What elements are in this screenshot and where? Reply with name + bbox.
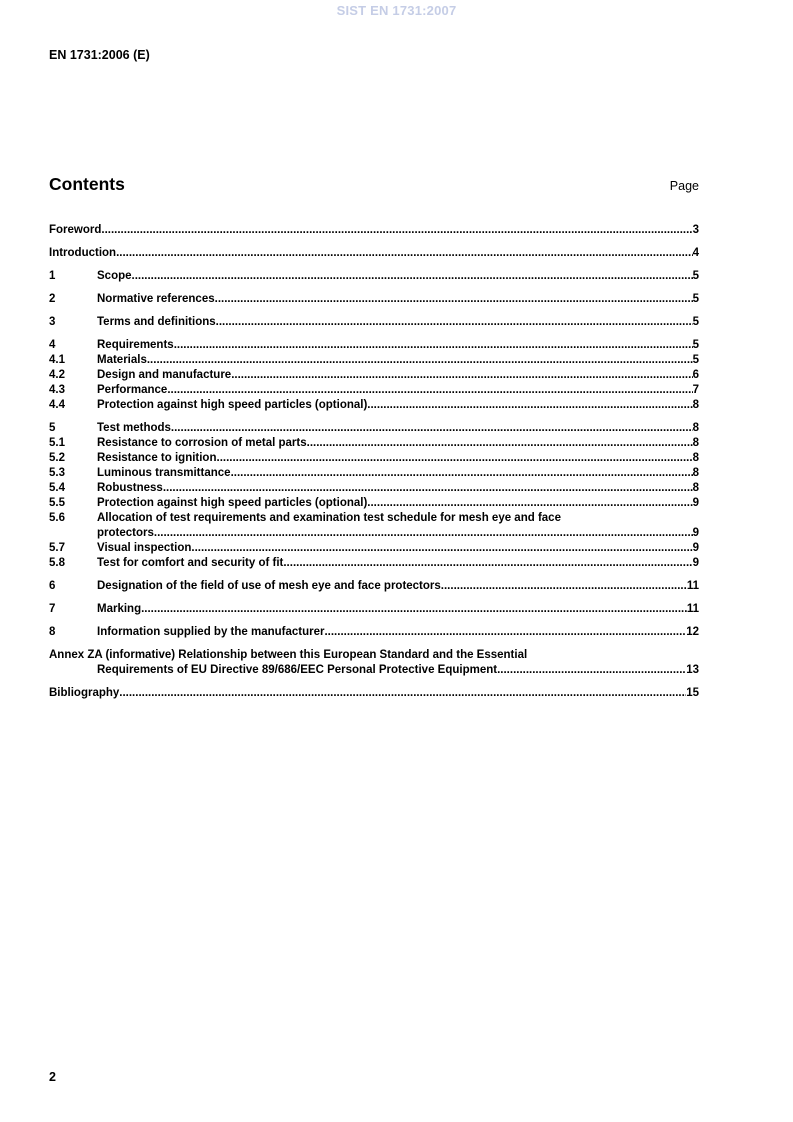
contents-title: Contents [49, 174, 125, 194]
toc-entry-5[interactable] [49, 421, 699, 436]
toc-page: 6 [692, 369, 699, 381]
toc-entry-5-6[interactable] [49, 511, 699, 526]
toc-page: 3 [692, 224, 699, 236]
toc-number: 7 [49, 603, 56, 615]
document-id: EN 1731:2006 (E) [49, 48, 150, 62]
leader-dots [174, 338, 693, 353]
toc-label: Annex ZA (informative) Relationship between this European Standard and the Essential [49, 649, 528, 661]
toc-number: 2 [49, 293, 56, 305]
toc-number: 8 [49, 626, 56, 638]
toc-number: 3 [49, 316, 56, 328]
leader-dots [231, 466, 693, 481]
toc-number: 5.4 [49, 482, 65, 494]
toc-entry-2[interactable] [49, 292, 699, 307]
toc-entry-foreword[interactable] [49, 223, 699, 238]
toc-page: 9 [692, 527, 699, 539]
toc-label: Scope [97, 270, 132, 282]
toc-entry-5-8[interactable] [49, 556, 699, 571]
toc-page: 5 [692, 270, 699, 282]
leader-dots [119, 686, 686, 701]
toc-label: Foreword [49, 224, 102, 236]
leader-dots [147, 353, 693, 368]
toc-page: 8 [692, 399, 699, 411]
toc-entry-8[interactable] [49, 625, 699, 640]
toc-page: 9 [692, 557, 699, 569]
toc-page: 8 [692, 452, 699, 464]
toc-number: 5.2 [49, 452, 65, 464]
toc-page: 8 [692, 482, 699, 494]
toc-label: Design and manufacture [97, 369, 232, 381]
toc-entry-7[interactable] [49, 602, 699, 617]
toc-number: 6 [49, 580, 56, 592]
toc-number: 5 [49, 422, 56, 434]
leader-dots [441, 579, 687, 594]
toc-page: 8 [692, 437, 699, 449]
toc-number: 5.7 [49, 542, 65, 554]
leader-dots [367, 496, 692, 511]
toc-number: 5.6 [49, 512, 65, 524]
toc-label: Materials [97, 354, 147, 366]
toc-page: 8 [692, 422, 699, 434]
toc-page: 8 [692, 467, 699, 479]
toc-entry-4-2[interactable] [49, 368, 699, 383]
toc-number: 4.1 [49, 354, 65, 366]
toc-label: Protection against high speed particles (optional) [97, 497, 368, 509]
page-number: 2 [49, 1070, 56, 1084]
leader-dots [497, 663, 686, 678]
leader-dots [154, 526, 693, 541]
toc-page: 5 [692, 293, 699, 305]
leader-dots [132, 269, 693, 284]
toc-entry-annex-za-continued[interactable] [49, 663, 699, 678]
toc-label: Bibliography [49, 687, 120, 699]
toc-entry-4-3[interactable] [49, 383, 699, 398]
toc-label: Robustness [97, 482, 163, 494]
leader-dots [163, 481, 693, 496]
toc-label: Requirements [97, 339, 174, 351]
toc-label: Allocation of test requirements and examination test schedule for mesh eye and face [97, 512, 561, 524]
toc-label: Information supplied by the manufacturer [97, 626, 325, 638]
toc-page: 11 [686, 603, 699, 615]
toc-number: 4.2 [49, 369, 65, 381]
leader-dots [216, 315, 693, 330]
leader-dots [231, 368, 692, 383]
page-column-label: Page [669, 179, 699, 193]
toc-number: 4.4 [49, 399, 65, 411]
toc-label: Luminous transmittance [97, 467, 231, 479]
toc-entry-5-6-continued[interactable] [49, 526, 699, 541]
toc-page: 4 [692, 247, 699, 259]
toc-entry-4-4[interactable] [49, 398, 699, 413]
toc-label: Visual inspection [97, 542, 192, 554]
toc-page: 12 [686, 626, 699, 638]
toc-number: 5.8 [49, 557, 65, 569]
toc-label: Marking [97, 603, 142, 615]
toc-number: 1 [49, 270, 56, 282]
toc-entry-5-5[interactable] [49, 496, 699, 511]
toc-label: Designation of the field of use of mesh eye and face protectors [97, 580, 441, 592]
toc-page: 9 [692, 542, 699, 554]
toc-entry-5-3[interactable] [49, 466, 699, 481]
toc-entry-6[interactable] [49, 579, 699, 594]
leader-dots [116, 246, 693, 261]
toc-number: 4.3 [49, 384, 65, 396]
toc-label: Resistance to ignition [97, 452, 217, 464]
toc-entry-4-1[interactable] [49, 353, 699, 368]
toc-number: 5.1 [49, 437, 65, 449]
toc-label: Normative references [97, 293, 215, 305]
toc-entry-annex-za[interactable] [49, 648, 699, 663]
toc-label: Introduction [49, 247, 117, 259]
watermark: SIST EN 1731:2007 [336, 3, 457, 18]
toc-number: 5.5 [49, 497, 65, 509]
toc-label: Test for comfort and security of fit [97, 557, 284, 569]
toc-entry-5-7[interactable] [49, 541, 699, 556]
toc-label: Requirements of EU Directive 89/686/EEC Personal Protective Equipment [97, 664, 498, 676]
leader-dots [191, 541, 692, 556]
toc-page: 5 [692, 316, 699, 328]
leader-dots [215, 292, 693, 307]
toc-label: Test methods [97, 422, 171, 434]
toc-page: 11 [686, 580, 699, 592]
toc-entry-1[interactable] [49, 269, 699, 284]
toc-page: 5 [692, 354, 699, 366]
toc-label: Resistance to corrosion of metal parts [97, 437, 307, 449]
toc-entry-introduction[interactable] [49, 246, 699, 261]
toc-label: Performance [97, 384, 168, 396]
toc-entry-4[interactable] [49, 338, 699, 353]
leader-dots [307, 436, 693, 451]
toc-page: 13 [686, 664, 699, 676]
toc-page: 5 [692, 339, 699, 351]
toc-label: Terms and definitions [97, 316, 216, 328]
toc-entry-3[interactable] [49, 315, 699, 330]
toc-entry-bibliography[interactable] [49, 686, 699, 701]
leader-dots [217, 451, 693, 466]
toc-number: 5.3 [49, 467, 65, 479]
toc-entry-5-2[interactable] [49, 451, 699, 466]
toc-page: 15 [686, 687, 699, 699]
leader-dots [283, 556, 692, 571]
toc-label: Protection against high speed particles (optional) [97, 399, 368, 411]
toc-entry-5-4[interactable] [49, 481, 699, 496]
leader-dots [367, 398, 692, 413]
toc-page: 7 [692, 384, 699, 396]
toc-label: protectors [97, 527, 154, 539]
toc-number: 4 [49, 339, 56, 351]
toc-page: 9 [692, 497, 699, 509]
table-of-contents [49, 223, 699, 701]
leader-dots [324, 625, 686, 640]
leader-dots [171, 421, 693, 436]
leader-dots [101, 223, 692, 238]
toc-entry-5-1[interactable] [49, 436, 699, 451]
leader-dots [141, 602, 687, 617]
leader-dots [167, 383, 692, 398]
